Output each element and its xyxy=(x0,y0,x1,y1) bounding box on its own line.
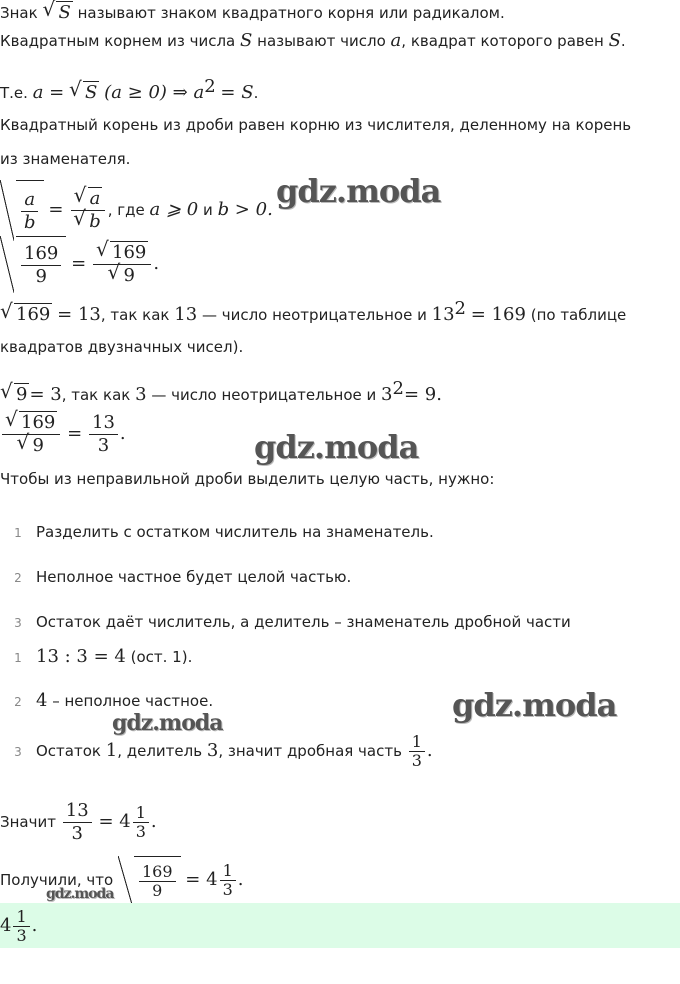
math: 4 xyxy=(0,915,12,936)
list-item xyxy=(0,521,434,544)
sqrt-fraction: $\frac{a}{b}$ xyxy=(0,180,44,241)
watermark: gdz.moda xyxy=(112,710,223,736)
text: называют знаком квадратного корня или радикалом. xyxy=(77,4,505,22)
text: Знак xyxy=(0,4,38,22)
math: 1 xyxy=(105,740,118,761)
list-text: Остаток даёт числитель, а делитель – знаменатель дробной части xyxy=(36,613,571,631)
formula-line xyxy=(0,76,258,104)
text: Получили, что xyxy=(0,871,114,889)
text: . xyxy=(253,84,259,102)
list-number: 3 xyxy=(14,745,22,759)
math: = 13 xyxy=(57,304,101,325)
sqrt-symbol: √ S xyxy=(42,2,72,24)
math: 3 xyxy=(206,740,219,761)
math: 3 xyxy=(135,384,147,405)
math: 13 xyxy=(174,304,198,325)
math: = 3 xyxy=(29,384,62,405)
sqrt-expression: √ S xyxy=(69,82,99,104)
fraction: $\frac{13}{3}$ xyxy=(63,800,92,845)
list-number: 1 xyxy=(14,526,22,540)
definition-line xyxy=(0,30,626,52)
intro-line-1 xyxy=(0,2,505,24)
list-number: 2 xyxy=(14,571,22,585)
list-item xyxy=(0,566,351,589)
math: 3 xyxy=(381,384,393,405)
text: , квадрат которого равен xyxy=(401,32,604,50)
sqrt-169-9-formula xyxy=(0,236,159,293)
math: a = xyxy=(32,82,65,103)
text: — число неотрицательное и xyxy=(201,306,427,324)
math: b > 0. xyxy=(217,199,273,220)
rule-line-1: Квадратный корень из дроби равен корню из числителя, деленному на корень xyxy=(0,116,632,134)
text: . xyxy=(119,423,126,444)
watermark: gdz.moda xyxy=(452,686,617,724)
math: = 4 xyxy=(98,811,131,832)
text: . xyxy=(31,915,38,936)
math: 4 xyxy=(36,690,48,711)
list-item xyxy=(0,646,192,669)
math: 13 xyxy=(431,304,455,325)
watermark: gdz.moda xyxy=(46,886,114,902)
fraction-rule-formula xyxy=(0,180,273,241)
fraction: $\frac{1}{3}$ xyxy=(13,908,29,945)
math: S xyxy=(608,30,621,51)
sqrt-ratio: √ a √ b xyxy=(70,188,106,233)
fraction: $\frac{1}{3}$ xyxy=(220,862,236,899)
text: , так как xyxy=(61,386,131,404)
list-text: , делитель xyxy=(117,742,203,760)
text: Т.е. xyxy=(0,84,28,102)
text: . xyxy=(153,253,160,274)
text: , так как xyxy=(100,306,170,324)
list-text: – неполное частное. xyxy=(52,692,214,710)
list-item xyxy=(0,611,571,634)
fraction: $\frac{13}{3}$ xyxy=(89,412,118,457)
conclusion-line xyxy=(0,856,243,905)
list-number: 2 xyxy=(14,695,22,709)
sqrt-169-explanation xyxy=(0,298,626,326)
math: 13 : 3 = 4 xyxy=(36,646,126,667)
math: = S xyxy=(220,82,254,103)
text: называют число xyxy=(257,32,386,50)
list-number: 1 xyxy=(14,651,22,665)
sqrt-fraction: $\frac{169}{9}$ xyxy=(0,236,66,293)
sqrt-expression: √ 169 xyxy=(0,304,52,326)
sqrt-expression: √ 9 xyxy=(0,384,29,406)
fraction: $\frac{1}{3}$ xyxy=(133,804,149,841)
math: = 4 xyxy=(185,869,218,890)
sqrt-9-explanation xyxy=(0,378,442,406)
text: Значит xyxy=(0,813,56,831)
text: и xyxy=(203,201,213,219)
list-text: Неполное частное будет целой частью. xyxy=(36,568,352,586)
math: = xyxy=(71,253,87,274)
watermark: gdz.moda xyxy=(276,172,441,210)
mixed-number-line xyxy=(0,798,157,846)
math: a xyxy=(390,30,402,51)
ratio-result-formula xyxy=(0,406,126,462)
text: Квадратным корнем из числа xyxy=(0,32,236,50)
exponent: 2 xyxy=(392,378,404,399)
text: — число неотрицательное и xyxy=(151,386,377,404)
math: = 169 xyxy=(470,304,526,325)
text: . xyxy=(426,740,433,761)
math: a ⩾ 0 xyxy=(149,199,199,220)
fraction: $\frac{1}{3}$ xyxy=(409,733,425,770)
list-text: , значит дробная часть xyxy=(218,742,402,760)
text: , где xyxy=(107,201,145,219)
procedure-intro: Чтобы из неправильной дроби выделить целую часть, нужно: xyxy=(0,470,495,488)
watermark: gdz.moda xyxy=(254,428,419,466)
list-number: 3 xyxy=(14,616,22,630)
answer-box xyxy=(0,903,680,948)
list-text: (ост. 1). xyxy=(130,648,193,666)
exponent: 2 xyxy=(454,298,466,319)
exponent: 2 xyxy=(204,76,216,97)
math: (a ≥ 0) ⇒ a xyxy=(104,82,205,103)
math: = 9. xyxy=(403,384,442,405)
text: . xyxy=(237,869,244,890)
text: . xyxy=(150,811,157,832)
math: S xyxy=(240,30,253,51)
list-text: Разделить с остатком числитель на знаменатель. xyxy=(36,523,434,541)
sqrt-fraction: $\frac{169}{9}$ xyxy=(118,856,181,905)
sqrt-ratio: √ 169 √ 9 xyxy=(93,242,151,287)
sqrt-ratio: √ 169 √ 9 xyxy=(2,412,60,457)
answer-value xyxy=(0,903,37,949)
math: = xyxy=(48,199,64,220)
text: (по таблице xyxy=(530,306,627,324)
rule-line-2: из знаменателя. xyxy=(0,150,131,168)
text: . xyxy=(620,32,626,50)
math: = xyxy=(67,423,83,444)
list-text: Остаток xyxy=(36,742,101,760)
sqrt-169-explanation-2: квадратов двузначных чисел). xyxy=(0,338,244,356)
